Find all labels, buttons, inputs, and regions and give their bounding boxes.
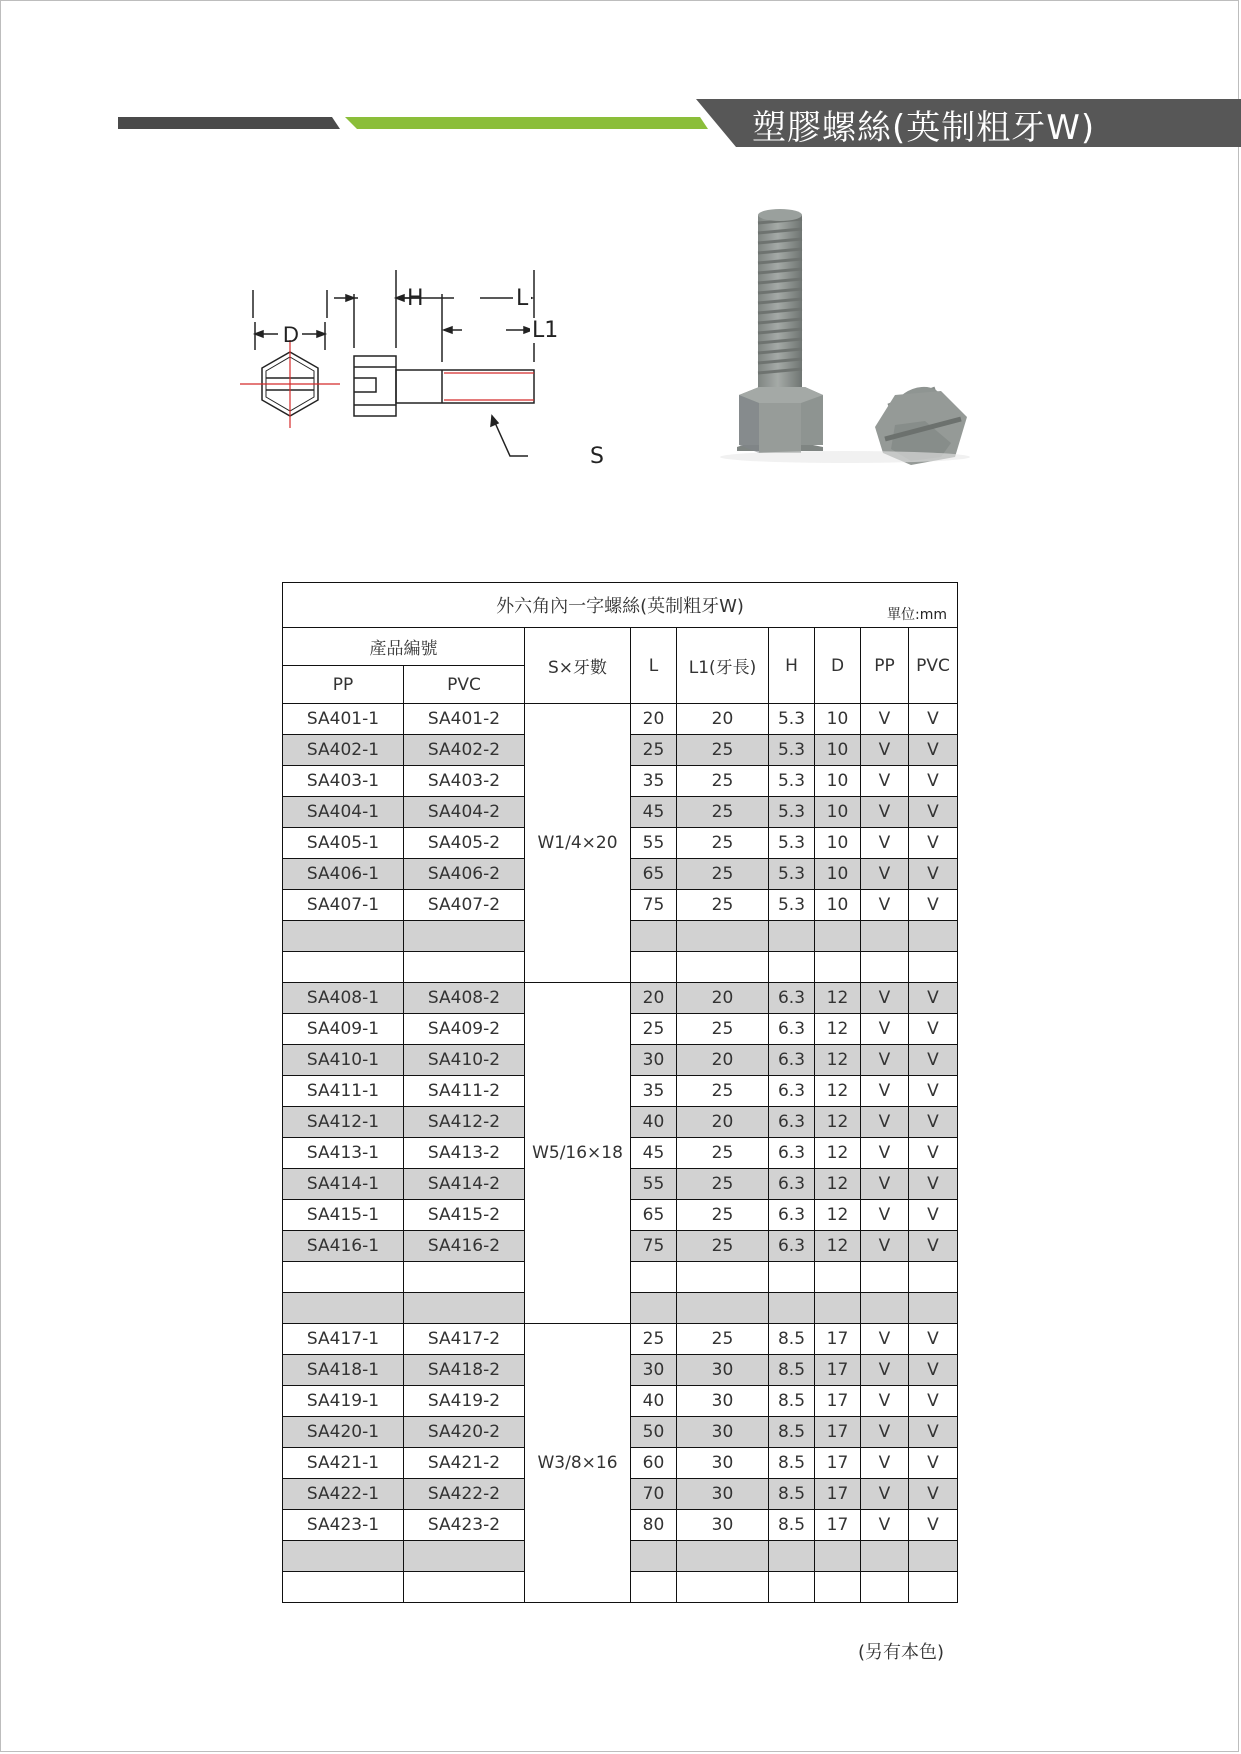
cell-pvc-code: SA420-2 (404, 1417, 525, 1448)
cell-l (631, 1572, 677, 1603)
cell-pp-code: SA401-1 (283, 704, 404, 735)
cell-d: 12 (815, 1045, 861, 1076)
cell-h: 6.3 (769, 1169, 815, 1200)
cell-l: 65 (631, 1200, 677, 1231)
cell-l (631, 1293, 677, 1324)
cell-pp-check: V (861, 1045, 909, 1076)
green-bar (345, 117, 708, 129)
cell-pp-code: SA413-1 (283, 1138, 404, 1169)
cell-pp-code (283, 952, 404, 983)
footer-note: (另有本色) (858, 1642, 945, 1663)
cell-pp-code: SA403-1 (283, 766, 404, 797)
header-pvc: PVC (404, 666, 525, 704)
cell-d (815, 1572, 861, 1603)
cell-pvc-check: V (909, 1138, 958, 1169)
dim-label-d: D (283, 322, 299, 347)
cell-pp-code (283, 1541, 404, 1572)
cell-d (815, 1541, 861, 1572)
cell-l: 75 (631, 1231, 677, 1262)
cell-pvc-check: V (909, 1014, 958, 1045)
header-pp-material: PP (861, 628, 909, 704)
cell-pvc-check (909, 952, 958, 983)
cell-l1 (677, 1541, 769, 1572)
cell-h (769, 1293, 815, 1324)
cell-l1 (677, 952, 769, 983)
cell-h: 6.3 (769, 1231, 815, 1262)
cell-l1: 30 (677, 1386, 769, 1417)
cell-h (769, 921, 815, 952)
cell-l1: 25 (677, 1324, 769, 1355)
cell-pp-code: SA408-1 (283, 983, 404, 1014)
cell-d: 12 (815, 1138, 861, 1169)
cell-pp-check: V (861, 1138, 909, 1169)
cell-pvc-check: V (909, 1076, 958, 1107)
cell-pp-code (283, 921, 404, 952)
cell-thread: W5/16×18 (525, 983, 631, 1324)
cell-pvc-check: V (909, 1479, 958, 1510)
cell-d: 10 (815, 704, 861, 735)
cell-thread: W3/8×16 (525, 1324, 631, 1603)
cell-l: 35 (631, 766, 677, 797)
cell-d (815, 1293, 861, 1324)
cell-pvc-code (404, 1541, 525, 1572)
cell-h (769, 952, 815, 983)
cell-pvc-code: SA413-2 (404, 1138, 525, 1169)
cell-l1: 30 (677, 1510, 769, 1541)
cell-pvc-code: SA409-2 (404, 1014, 525, 1045)
cell-l: 30 (631, 1045, 677, 1076)
cell-l1: 30 (677, 1448, 769, 1479)
cell-pp-check: V (861, 1448, 909, 1479)
cell-l (631, 1262, 677, 1293)
cell-h: 6.3 (769, 1014, 815, 1045)
cell-pvc-check: V (909, 1417, 958, 1448)
cell-pvc-code: SA412-2 (404, 1107, 525, 1138)
cell-pvc-check (909, 1541, 958, 1572)
cell-d: 10 (815, 766, 861, 797)
cell-pp-check: V (861, 797, 909, 828)
cell-pvc-check: V (909, 1045, 958, 1076)
cell-pvc-code: SA410-2 (404, 1045, 525, 1076)
cell-pp-check: V (861, 1324, 909, 1355)
cell-h (769, 1541, 815, 1572)
cell-pvc-code: SA421-2 (404, 1448, 525, 1479)
cell-pvc-check: V (909, 983, 958, 1014)
cell-d: 12 (815, 1076, 861, 1107)
cell-l (631, 921, 677, 952)
cell-pvc-code: SA405-2 (404, 828, 525, 859)
cell-l1: 25 (677, 1231, 769, 1262)
cell-pvc-code: SA415-2 (404, 1200, 525, 1231)
cell-h: 5.3 (769, 828, 815, 859)
cell-d: 17 (815, 1324, 861, 1355)
cell-d: 17 (815, 1448, 861, 1479)
table-row (283, 704, 958, 735)
cell-h: 8.5 (769, 1417, 815, 1448)
cell-d: 17 (815, 1417, 861, 1448)
bolt-shank-side (396, 370, 534, 403)
cell-l: 20 (631, 704, 677, 735)
cell-pvc-code: SA403-2 (404, 766, 525, 797)
dim-label-l: L (513, 286, 531, 311)
cell-pp-code: SA417-1 (283, 1324, 404, 1355)
cell-h: 8.5 (769, 1324, 815, 1355)
cell-pp-check: V (861, 1231, 909, 1262)
table-row (283, 1324, 958, 1355)
cell-pp-code (283, 1262, 404, 1293)
cell-l1: 30 (677, 1479, 769, 1510)
cell-h: 5.3 (769, 735, 815, 766)
cell-l1: 25 (677, 859, 769, 890)
cell-l: 50 (631, 1417, 677, 1448)
cell-pvc-code: SA418-2 (404, 1355, 525, 1386)
cell-d: 12 (815, 1107, 861, 1138)
cell-pp-code: SA414-1 (283, 1169, 404, 1200)
cell-pp-check (861, 1293, 909, 1324)
cell-pvc-check: V (909, 766, 958, 797)
cell-l: 25 (631, 735, 677, 766)
standing-bolt (737, 209, 823, 453)
cell-pvc-code (404, 1572, 525, 1603)
cell-pvc-check: V (909, 1355, 958, 1386)
cell-pp-check: V (861, 1510, 909, 1541)
dim-label-l1: L1 (532, 318, 559, 343)
table-row (283, 983, 958, 1014)
cell-pp-check: V (861, 735, 909, 766)
cell-l: 45 (631, 797, 677, 828)
cell-pvc-code: SA407-2 (404, 890, 525, 921)
cell-pvc-code: SA423-2 (404, 1510, 525, 1541)
cell-l1: 20 (677, 983, 769, 1014)
cell-l: 75 (631, 890, 677, 921)
cell-h (769, 1572, 815, 1603)
product-photo (715, 195, 985, 515)
cell-l: 70 (631, 1479, 677, 1510)
cell-pp-code: SA405-1 (283, 828, 404, 859)
cell-pvc-check: V (909, 828, 958, 859)
cell-pvc-check: V (909, 859, 958, 890)
cell-l (631, 952, 677, 983)
header-d: D (815, 628, 861, 704)
cell-pvc-check: V (909, 1107, 958, 1138)
cell-l1: 25 (677, 890, 769, 921)
cell-pp-check: V (861, 1076, 909, 1107)
dim-label-s: S (590, 444, 604, 469)
cell-d (815, 952, 861, 983)
cell-d: 12 (815, 1014, 861, 1045)
cell-l: 40 (631, 1386, 677, 1417)
cell-pvc-check: V (909, 1386, 958, 1417)
cell-d (815, 921, 861, 952)
cell-l: 35 (631, 1076, 677, 1107)
cell-pp-check (861, 1572, 909, 1603)
cell-pp-code: SA406-1 (283, 859, 404, 890)
cell-pp-code: SA421-1 (283, 1448, 404, 1479)
cell-pvc-code: SA422-2 (404, 1479, 525, 1510)
cell-h: 5.3 (769, 797, 815, 828)
spec-table (282, 582, 958, 1603)
cell-h: 6.3 (769, 1200, 815, 1231)
header-l: L (631, 628, 677, 704)
cell-pvc-code (404, 1293, 525, 1324)
cell-l: 55 (631, 828, 677, 859)
table-caption (283, 583, 958, 628)
header-pp: PP (283, 666, 404, 704)
cell-l1: 25 (677, 797, 769, 828)
cell-l1: 25 (677, 828, 769, 859)
cell-l: 30 (631, 1355, 677, 1386)
cell-pp-code: SA407-1 (283, 890, 404, 921)
cell-pvc-code (404, 1262, 525, 1293)
cell-pp-check: V (861, 1355, 909, 1386)
cell-d: 10 (815, 859, 861, 890)
cell-l: 60 (631, 1448, 677, 1479)
cell-pp-code (283, 1572, 404, 1603)
cell-l: 55 (631, 1169, 677, 1200)
cell-l: 45 (631, 1138, 677, 1169)
cell-pvc-code: SA414-2 (404, 1169, 525, 1200)
cell-d: 10 (815, 828, 861, 859)
cell-l: 25 (631, 1014, 677, 1045)
cell-pp-check (861, 921, 909, 952)
cell-pvc-check: V (909, 1510, 958, 1541)
cell-pp-code: SA415-1 (283, 1200, 404, 1231)
cell-pp-check: V (861, 1107, 909, 1138)
cell-pp-check: V (861, 766, 909, 797)
cell-l1: 25 (677, 1169, 769, 1200)
header-h: H (769, 628, 815, 704)
cell-d: 10 (815, 890, 861, 921)
cell-pp-code: SA418-1 (283, 1355, 404, 1386)
cell-l1 (677, 1572, 769, 1603)
table-body (283, 704, 958, 1603)
cell-h: 5.3 (769, 859, 815, 890)
cell-thread: W1/4×20 (525, 704, 631, 983)
cell-l1: 30 (677, 1355, 769, 1386)
cell-pp-code: SA410-1 (283, 1045, 404, 1076)
header-thread: S×牙數 (525, 628, 631, 704)
cell-d: 17 (815, 1479, 861, 1510)
cell-pp-code: SA423-1 (283, 1510, 404, 1541)
page-title: 塑膠螺絲(英制粗牙W) (752, 108, 1096, 148)
cell-l: 40 (631, 1107, 677, 1138)
cell-l: 65 (631, 859, 677, 890)
unit-label: 單位:mm (887, 607, 947, 623)
cell-pp-code: SA404-1 (283, 797, 404, 828)
cell-d: 12 (815, 1231, 861, 1262)
cell-pvc-code (404, 952, 525, 983)
cell-h: 8.5 (769, 1448, 815, 1479)
cell-pp-check: V (861, 983, 909, 1014)
cell-h: 5.3 (769, 890, 815, 921)
cell-pvc-check: V (909, 890, 958, 921)
cell-pvc-code: SA404-2 (404, 797, 525, 828)
cell-pvc-code (404, 921, 525, 952)
cell-h: 6.3 (769, 983, 815, 1014)
cell-l1: 20 (677, 1045, 769, 1076)
header-l1: L1(牙長) (677, 628, 769, 704)
cell-l: 20 (631, 983, 677, 1014)
cell-pvc-check: V (909, 797, 958, 828)
cell-pvc-check: V (909, 1231, 958, 1262)
cell-pp-code: SA402-1 (283, 735, 404, 766)
cell-pp-code: SA409-1 (283, 1014, 404, 1045)
cell-pvc-check: V (909, 1448, 958, 1479)
cell-pp-check: V (861, 1169, 909, 1200)
cell-pp-check: V (861, 1479, 909, 1510)
cell-l (631, 1541, 677, 1572)
cell-pvc-code: SA416-2 (404, 1231, 525, 1262)
cell-pvc-check: V (909, 1324, 958, 1355)
cell-h: 8.5 (769, 1386, 815, 1417)
cell-h: 5.3 (769, 704, 815, 735)
cell-h: 5.3 (769, 766, 815, 797)
cell-pp-code: SA419-1 (283, 1386, 404, 1417)
cell-pvc-check: V (909, 1169, 958, 1200)
cell-d: 17 (815, 1386, 861, 1417)
cell-l1: 20 (677, 704, 769, 735)
cell-pvc-check: V (909, 735, 958, 766)
cell-pp-code: SA411-1 (283, 1076, 404, 1107)
cell-pp-check: V (861, 704, 909, 735)
cell-pp-code: SA412-1 (283, 1107, 404, 1138)
cell-pvc-check (909, 921, 958, 952)
dim-label-h: H (407, 286, 424, 311)
cell-pvc-check: V (909, 704, 958, 735)
cell-l1: 30 (677, 1417, 769, 1448)
cell-pp-check (861, 1541, 909, 1572)
cell-d: 12 (815, 1169, 861, 1200)
cell-pp-check: V (861, 828, 909, 859)
cell-pvc-code: SA419-2 (404, 1386, 525, 1417)
cell-l1: 25 (677, 1014, 769, 1045)
cell-l1 (677, 1262, 769, 1293)
cell-h: 6.3 (769, 1107, 815, 1138)
table-caption-text: 外六角內一字螺絲(英制粗牙W) (496, 596, 744, 617)
cell-pvc-code: SA402-2 (404, 735, 525, 766)
cell-pvc-check (909, 1293, 958, 1324)
cell-h: 6.3 (769, 1045, 815, 1076)
cell-pp-check (861, 952, 909, 983)
header-pvc-material: PVC (909, 628, 958, 704)
cell-pvc-check (909, 1262, 958, 1293)
cell-pvc-code: SA411-2 (404, 1076, 525, 1107)
cell-h: 8.5 (769, 1479, 815, 1510)
cell-pp-code: SA420-1 (283, 1417, 404, 1448)
cell-l: 25 (631, 1324, 677, 1355)
cell-l1: 20 (677, 1107, 769, 1138)
cell-pvc-code: SA406-2 (404, 859, 525, 890)
cell-l1: 25 (677, 1200, 769, 1231)
cell-l1 (677, 1293, 769, 1324)
cell-pvc-code: SA408-2 (404, 983, 525, 1014)
cell-h: 6.3 (769, 1076, 815, 1107)
cell-d: 12 (815, 1200, 861, 1231)
cell-pp-code: SA416-1 (283, 1231, 404, 1262)
cell-pvc-code: SA401-2 (404, 704, 525, 735)
cell-h: 8.5 (769, 1510, 815, 1541)
cell-d: 17 (815, 1355, 861, 1386)
cell-h (769, 1262, 815, 1293)
bolt-head-side (354, 356, 396, 416)
cell-pp-check: V (861, 859, 909, 890)
cell-pp-check: V (861, 1417, 909, 1448)
cell-pp-code: SA422-1 (283, 1479, 404, 1510)
cell-l1: 25 (677, 1138, 769, 1169)
cell-pp-code (283, 1293, 404, 1324)
header-product-no: 產品編號 (283, 628, 525, 666)
cell-l1 (677, 921, 769, 952)
cell-pp-check: V (861, 1386, 909, 1417)
cell-l: 80 (631, 1510, 677, 1541)
cell-l1: 25 (677, 1076, 769, 1107)
dark-bar (118, 117, 340, 129)
cell-pp-check: V (861, 1014, 909, 1045)
bolt-diagram (230, 270, 630, 480)
cell-l1: 25 (677, 735, 769, 766)
cell-pp-check: V (861, 890, 909, 921)
cell-pp-check (861, 1262, 909, 1293)
cell-d: 12 (815, 983, 861, 1014)
cell-h: 8.5 (769, 1355, 815, 1386)
cell-pvc-check (909, 1572, 958, 1603)
cell-d (815, 1262, 861, 1293)
cell-l1: 25 (677, 766, 769, 797)
cell-d: 10 (815, 797, 861, 828)
cell-pp-check: V (861, 1200, 909, 1231)
cell-h: 6.3 (769, 1138, 815, 1169)
cell-d: 17 (815, 1510, 861, 1541)
cell-pvc-check: V (909, 1200, 958, 1231)
cell-d: 10 (815, 735, 861, 766)
cell-pvc-code: SA417-2 (404, 1324, 525, 1355)
